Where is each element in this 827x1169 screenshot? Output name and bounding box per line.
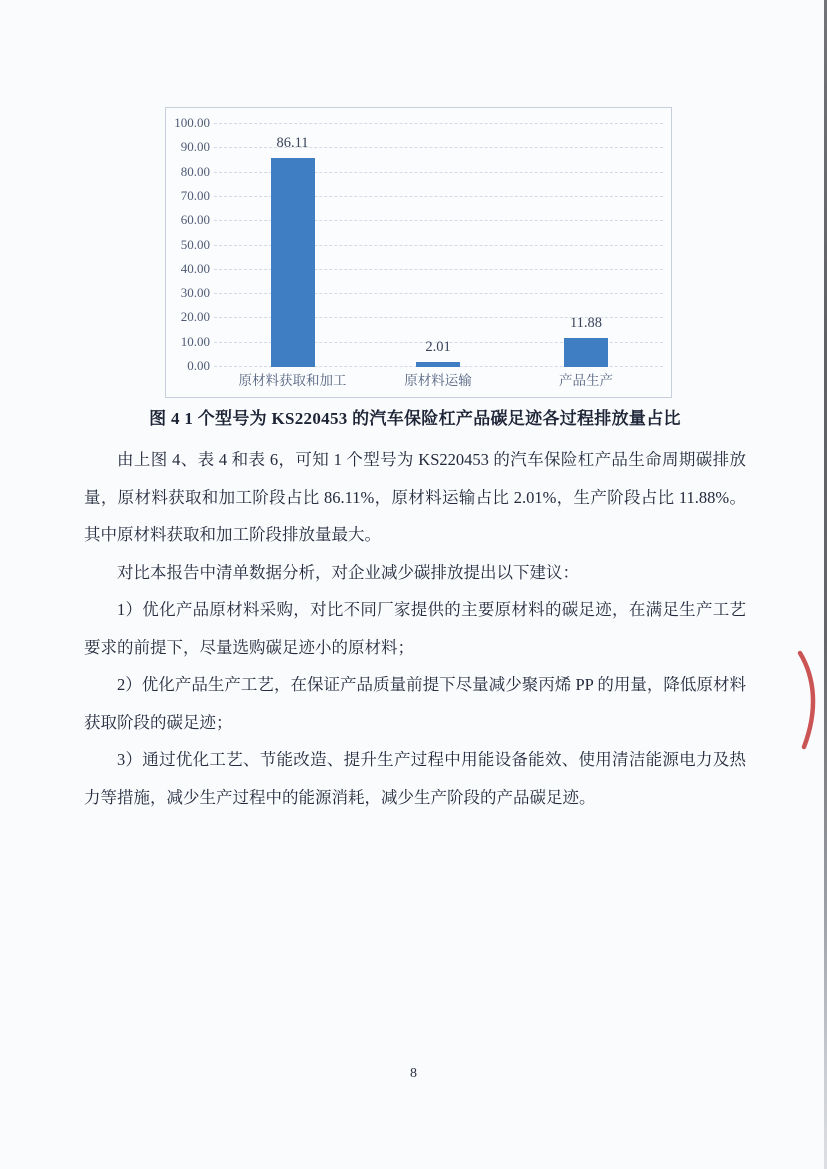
bar-chart: [165, 107, 672, 398]
figure-caption: 图 4 1 个型号为 KS220453 的汽车保险杠产品碳足迹各过程排放量占比: [149, 409, 681, 428]
y-axis-tick-label: 70.00: [180, 187, 210, 203]
y-axis-tick-label: 100.00: [174, 115, 210, 130]
body-paragraph: 2）优化产品生产工艺，在保证产品质量前提下尽量减少聚丙烯 PP 的用量，降低原材料获取阶段的碳足迹；: [84, 675, 746, 732]
page-number: 8: [410, 1066, 417, 1081]
bar-value-label: 2.01: [425, 339, 451, 355]
bar: [271, 158, 315, 367]
x-axis-category-label: 原材料运输: [404, 373, 472, 388]
body-paragraph: 对比本报告中清单数据分析，对企业减少碳排放提出以下建议：: [117, 562, 579, 582]
bar: [416, 362, 460, 367]
body-paragraph: 3）通过优化工艺、节能改造、提升生产过程中用能设备能效、使用清洁能源电力及热力等措施，减少生产过程中的能源消耗，减少生产阶段的产品碳足迹。: [84, 750, 746, 807]
bar-value-label: 11.88: [569, 315, 603, 331]
body-paragraph: 由上图 4、表 4 和表 6，可知 1 个型号为 KS220453 的汽车保险杠产品生命周期碳排放量，原材料获取和加工阶段占比 86.11%，原材料运输占比 2.01%，生产阶段占比 11.88%。其中原材料获取和加工阶段排放量最大。: [84, 450, 746, 544]
bar-value-label: 86.11: [276, 135, 309, 151]
y-axis-tick-label: 60.00: [180, 212, 210, 228]
y-gridline: [214, 123, 663, 124]
y-axis-tick-label: 80.00: [180, 163, 210, 179]
y-axis-tick-label: 50.00: [180, 236, 210, 252]
bar: [564, 338, 608, 367]
y-axis-tick-label: 90.00: [180, 139, 210, 155]
red-pen-mark-stroke: [800, 653, 813, 747]
x-axis-category-label: 产品生产: [559, 373, 613, 388]
body-text: [84, 441, 746, 816]
y-axis-tick-label: 30.00: [180, 285, 210, 301]
y-axis-tick-label: 20.00: [180, 309, 210, 325]
red-pen-mark: [796, 648, 824, 752]
y-axis-tick-label: 10.00: [180, 333, 210, 349]
y-axis-tick-label: 0.00: [187, 358, 210, 373]
body-paragraph: 1）优化产品原材料采购，对比不同厂家提供的主要原材料的碳足迹，在满足生产工艺要求的前提下，尽量选购碳足迹小的原材料；: [84, 600, 746, 657]
y-axis-tick-label: 40.00: [180, 260, 210, 276]
x-axis-category-label: 原材料获取和加工: [238, 373, 347, 388]
